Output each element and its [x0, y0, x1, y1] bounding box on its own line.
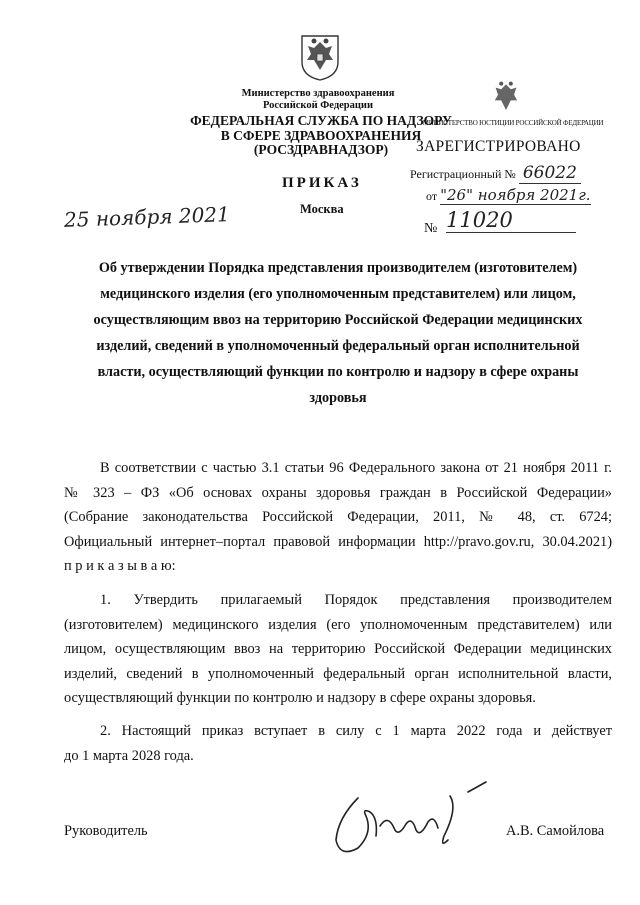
text-line: лицом, осуществляющим ввоз на территорию Российской Федерации медицинских [64, 641, 612, 657]
stamp-registered-text: ЗАРЕГИСТРИРОВАНО [416, 138, 581, 155]
text-line: осуществляющий функции по контролю и надзору в сфере охраны здоровья. [64, 690, 536, 706]
handwritten-signature [318, 778, 498, 873]
text-line: 2. Настоящий приказ вступает в силу с 1 марта 2022 года и действует [100, 723, 612, 739]
agency-name-line: В СФЕРЕ ЗДРАВООХРАНЕНИЯ [220, 127, 422, 143]
signer-position: Руководитель [64, 823, 148, 839]
stamp-ministry-text: МИНИСТЕРСТВО ЮСТИЦИИ РОССИЙСКОЙ ФЕДЕРАЦИИ [422, 119, 604, 127]
document-type: ПРИКАЗ [282, 175, 362, 191]
registration-stamp [408, 78, 618, 208]
ministry-name-line: Министерство здравоохранения [241, 88, 395, 99]
text-line: 1. Утвердить прилагаемый Порядок представления производителем [100, 592, 612, 608]
stamp-reg-label: Регистрационный № [410, 167, 516, 181]
stamp-date-prefix: от [426, 189, 438, 203]
title-line: Об утверждении Порядка представления производителем (изготовителем) [98, 260, 578, 276]
stamp-reg-number: 66022 [519, 163, 581, 184]
coat-of-arms-emblem-icon [298, 32, 342, 87]
item-2-paragraph [64, 719, 612, 768]
title-line: осуществляющим ввоз на территорию Российской Федерации медицинских [93, 312, 583, 328]
text-line: (изготовителем) медицинского изделия (его уполномоченным представителем) или [64, 616, 612, 633]
stamp-date-value: "26" ноября 2021г. [440, 186, 591, 204]
agency-name-line: (РОСЗДРАВНАДЗОР) [253, 142, 389, 157]
stamp-emblem-icon [486, 78, 526, 123]
title-line: медицинского изделия (его уполномоченным представителем) или лицом, [100, 286, 576, 302]
text-line: (Собрание законодательства Российской Федерации, 2011, № 48, ст. 6724; [64, 509, 612, 525]
title-line: изделий, сведений в уполномоченный федеральный орган исполнительной [96, 338, 580, 354]
number-prefix: № [424, 221, 438, 236]
signer-name: А.В. Самойлова [506, 823, 605, 839]
text-line: В соответствии с частью 3.1 статьи 96 Федерального закона от 21 ноября 2011 г. [100, 460, 612, 476]
agency-name-line: ФЕДЕРАЛЬНАЯ СЛУЖБА ПО НАДЗОРУ [190, 113, 452, 128]
intro-paragraph [64, 456, 612, 579]
handwritten-date: 25 ноября 2021 [63, 202, 231, 232]
order-word: п р и к а з ы в а ю: [64, 558, 176, 574]
item-1-paragraph [64, 588, 612, 711]
handwritten-order-number: 11020 [446, 208, 576, 233]
ministry-name-line: Российской Федерации [262, 100, 374, 111]
text-line: Официальный интернет–портал правовой информации http://pravo.gov.ru, 30.04.2021) [64, 533, 612, 550]
text-line: до 1 марта 2028 года. [64, 747, 194, 764]
document-city: Москва [300, 202, 344, 216]
title-line: власти, осуществляющий функции по контролю и надзору в сфере охраны [97, 364, 579, 380]
text-line: изделий, сведений в уполномоченный федеральный орган исполнительной власти, [64, 665, 612, 682]
text-line: № 323 – ФЗ «Об основах охраны здоровья граждан в Российской Федерации» [64, 484, 612, 501]
title-line: здоровья [309, 390, 367, 406]
